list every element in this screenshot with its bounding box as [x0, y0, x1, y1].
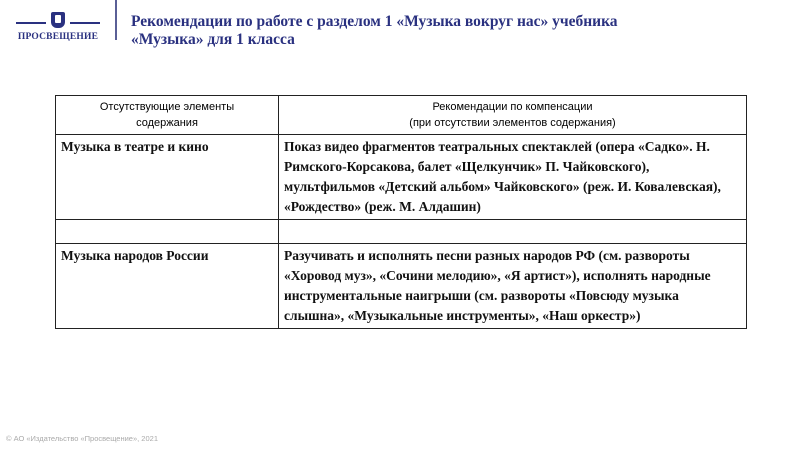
cell-element: Музыка в театре и кино — [56, 135, 279, 220]
copyright-footer: © АО «Издательство «Просвещение», 2021 — [6, 434, 158, 443]
logo-text: ПРОСВЕЩЕНИЕ — [17, 32, 99, 42]
recommendations-table — [55, 95, 747, 329]
prosveshchenie-logo — [14, 12, 102, 48]
table-row — [56, 135, 747, 220]
logo-line-left — [16, 22, 46, 24]
slide-title-line2: «Музыка» для 1 класса — [131, 31, 295, 48]
header-recommendations — [279, 96, 747, 135]
cell-recommendation: Разучивать и исполнять песни разных народов РФ (см. развороты «Хоровод муз», «Сочини мелодию», «Я артист»), исполнять народные инструментальные наигрыши (см. развороты «Повсюду музыка слышна», «Музыкальные инструменты», «Наш оркестр») — [279, 244, 747, 329]
header-line: Рекомендации по компенсации — [432, 101, 593, 113]
cell-recommendation: Показ видео фрагментов театральных спектаклей (опера «Садко». Н. Римского-Корсакова, балет «Щелкунчик» П. Чайковского), мультфильмов «Детский альбом» Чайковского» (реж. И. Ковалевская), «Рождество» (реж. М. Алдашин) — [279, 135, 747, 220]
cell-element: Музыка народов России — [56, 244, 279, 329]
header-line: содержания — [136, 117, 198, 129]
table-header-row — [56, 96, 747, 135]
table-row-empty — [56, 220, 747, 244]
cell-recommendation — [279, 220, 747, 244]
logo-line-right — [70, 22, 100, 24]
header-line: Отсутствующие элементы — [99, 101, 235, 113]
header-missing-elements — [56, 96, 279, 135]
table-row — [56, 244, 747, 329]
slide-title — [131, 13, 771, 49]
header-line: (при отсутствии элементов содержания) — [409, 117, 616, 129]
header-divider — [115, 0, 117, 40]
cell-element — [56, 220, 279, 244]
slide-title-line1: Рекомендации по работе с разделом 1 «Музыка вокруг нас» учебника — [131, 13, 618, 30]
logo-mark-icon — [51, 12, 65, 28]
